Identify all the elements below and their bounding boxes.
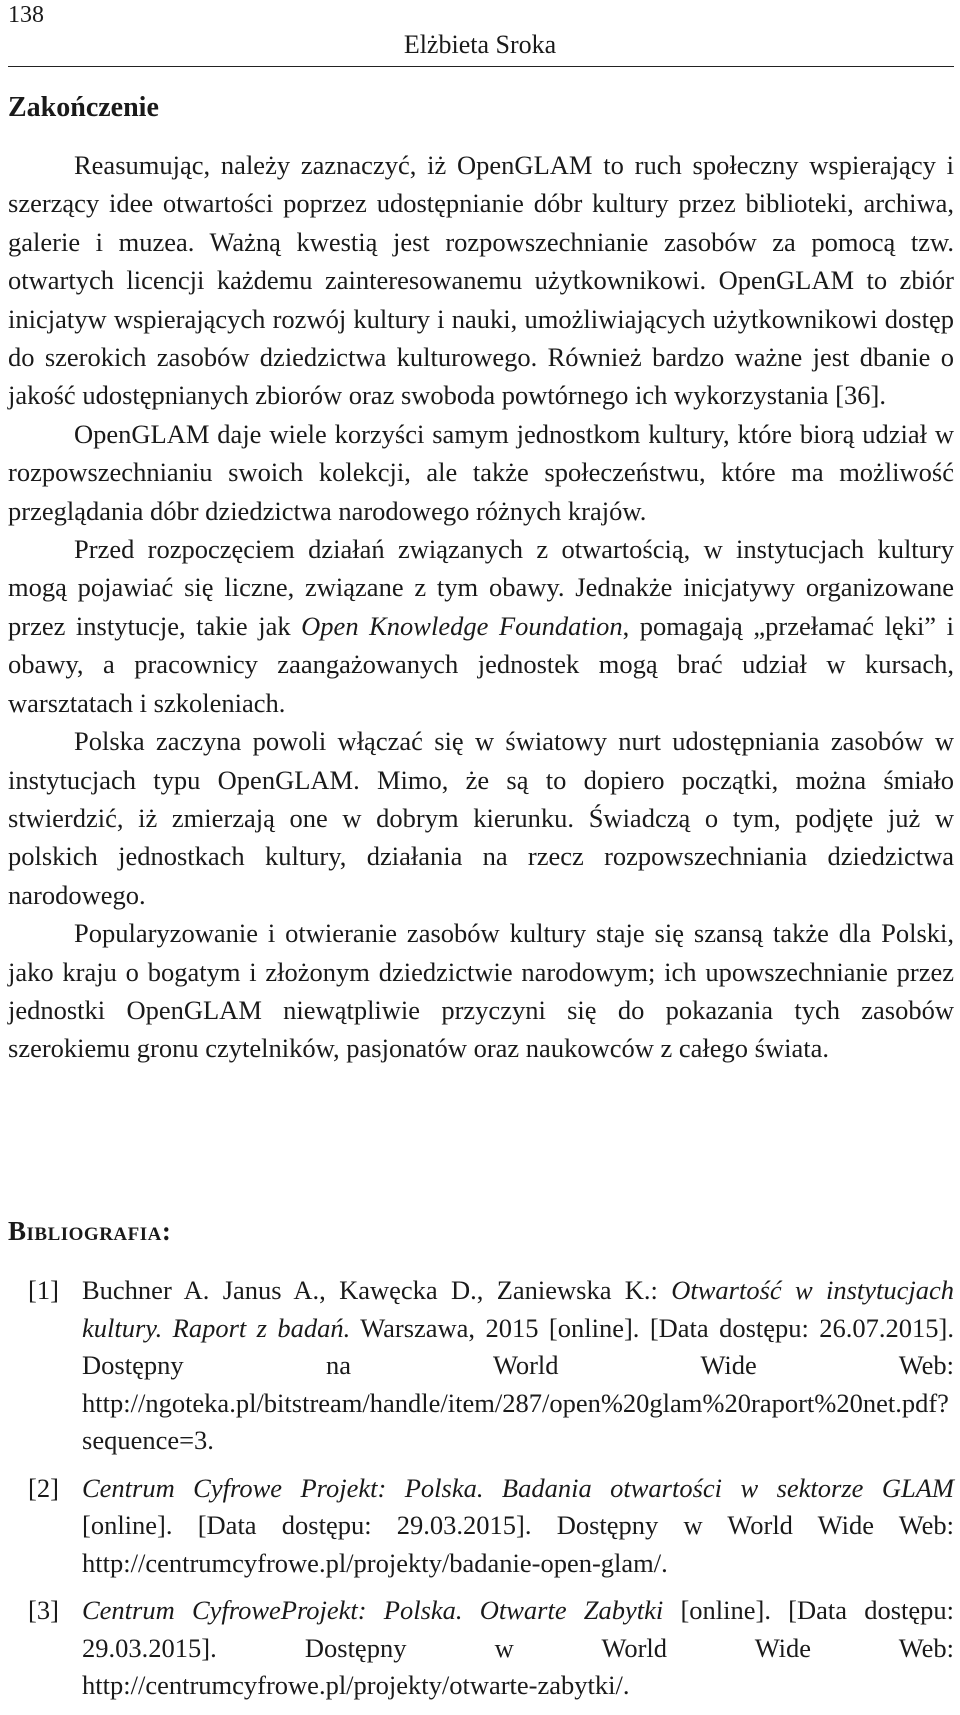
paragraph-2: [8, 415, 954, 530]
bibliography-heading: Bibliografia:: [8, 1216, 172, 1246]
running-header-author: Elżbieta Sroka: [403, 30, 557, 59]
bibliography-entry: [28, 1470, 954, 1583]
paragraph-3: [8, 530, 954, 722]
paragraph-5: [8, 914, 954, 1068]
section-title: Zakończenie: [8, 92, 159, 123]
italic-organization-name: Open Knowledge Foundation: [301, 610, 623, 641]
paragraph-text: Polska zaczyna powoli włączać się w światowy nurt udostępniania zasobów w instytucjach typu OpenGLAM. Mimo, że są to dopiero początki, można śmiało stwierdzić, iż zmierzają one w dobrym kierunku. Świadczą o tym, podjęte już w polskich jednostkach kultury, działania na rzecz rozpowszechniania dziedzictwa narodowego.: [8, 726, 954, 910]
entry-title: Centrum CyfroweProjekt: Polska. Otwarte Zabytki: [82, 1595, 664, 1625]
entry-title: Otwartość w instytucjach kultury. Raport z badań.: [82, 1275, 954, 1343]
entry-number: [1]: [28, 1275, 59, 1305]
bibliography-list: [28, 1272, 954, 1715]
entry-text: [82, 1592, 954, 1705]
entry-number: [2]: [28, 1472, 59, 1503]
paragraph-text: Reasumując, należy zaznaczyć, iż OpenGLAM to ruch społeczny wspierający i szerzący idee otwartości poprzez udostępnianie dóbr kultury przez biblioteki, archiwa, galerie i muzea. Ważną kwestią jest rozpowszechnianie zasobów za pomocą tzw. otwartych licencji każdemu zainteresowanemu użytkownikowi. OpenGLAM to zbiór inicjatyw wspierających rozwój kultury i nauki, umożliwiających użytkownikowi dostęp do szerokich zasobów dziedzictwa kulturowego. Również bardzo ważne jest dbanie o jakość udostępnianych zbiorów oraz swoboda powtórnego ich wykorzystania [36].: [8, 150, 954, 411]
entry-text: [82, 1272, 954, 1460]
entry-details: [online]. [Data dostępu: 29.03.2015]. Dostępny w World Wide Web: http://centrumcyfrowe.pl/projekty/otwarte-zabytki/.: [82, 1595, 954, 1700]
paragraph-4: [8, 722, 954, 914]
entry-number: [3]: [28, 1595, 59, 1625]
paragraph-1: [8, 146, 954, 415]
page-number: 138: [8, 2, 44, 28]
bibliography-entry: [28, 1592, 954, 1705]
entry-authors: Buchner A. Janus A., Kawęcka D., Zaniewska K.:: [82, 1275, 672, 1305]
entry-title: Centrum Cyfrowe Projekt: Polska. Badania otwartości w sektorze GLAM: [82, 1472, 954, 1503]
paragraph-text: Przed rozpoczęciem działań związanych z otwartością, w instytucjach kultury mogą pojawiać się liczne, związane z tym obawy. Jednakże inicjatywy organizowane przez instytucje, takie jak: [8, 534, 954, 641]
paragraph-text: , pomagają „przełamać lęki” i obawy, a pracownicy zaangażowanych jednostek mogą brać udział w kursach, warsztatach i szkoleniach.: [8, 610, 954, 718]
paragraph-text: OpenGLAM daje wiele korzyści samym jednostkom kultury, które biorą udział w rozpowszechnianiu swoich kolekcji, ale także społeczeństwu, które ma możliwość przeglądania dóbr dziedzictwa narodowego różnych krajów.: [8, 418, 954, 526]
body-text: [8, 146, 954, 1068]
bibliography-entry: [28, 1272, 954, 1460]
paragraph-text: Popularyzowanie i otwieranie zasobów kultury staje się szansą także dla Polski, jako kraju o bogatym i złożonym dziedzictwie narodowym; ich upowszechnianie przez jednostki OpenGLAM niewątpliwie przyczyni się do pokazania tych zasobów szerokiemu gronu czytelników, pasjonatów oraz naukowców z całego świata.: [8, 918, 954, 1064]
entry-details: Warszawa, 2015 [online]. [Data dostępu: 26.07.2015]. Dostępny na World Wide Web: http://ngoteka.pl/bitstream/handle/item/287/open%20glam%20raport%20net.pdf?sequence=3.: [82, 1312, 954, 1455]
header-rule: [8, 66, 954, 67]
entry-details: [online]. [Data dostępu: 29.03.2015]. Dostępny w World Wide Web: http://centrumcyfrowe.pl/projekty/badanie-open-glam/.: [82, 1510, 954, 1578]
entry-text: [82, 1470, 954, 1583]
